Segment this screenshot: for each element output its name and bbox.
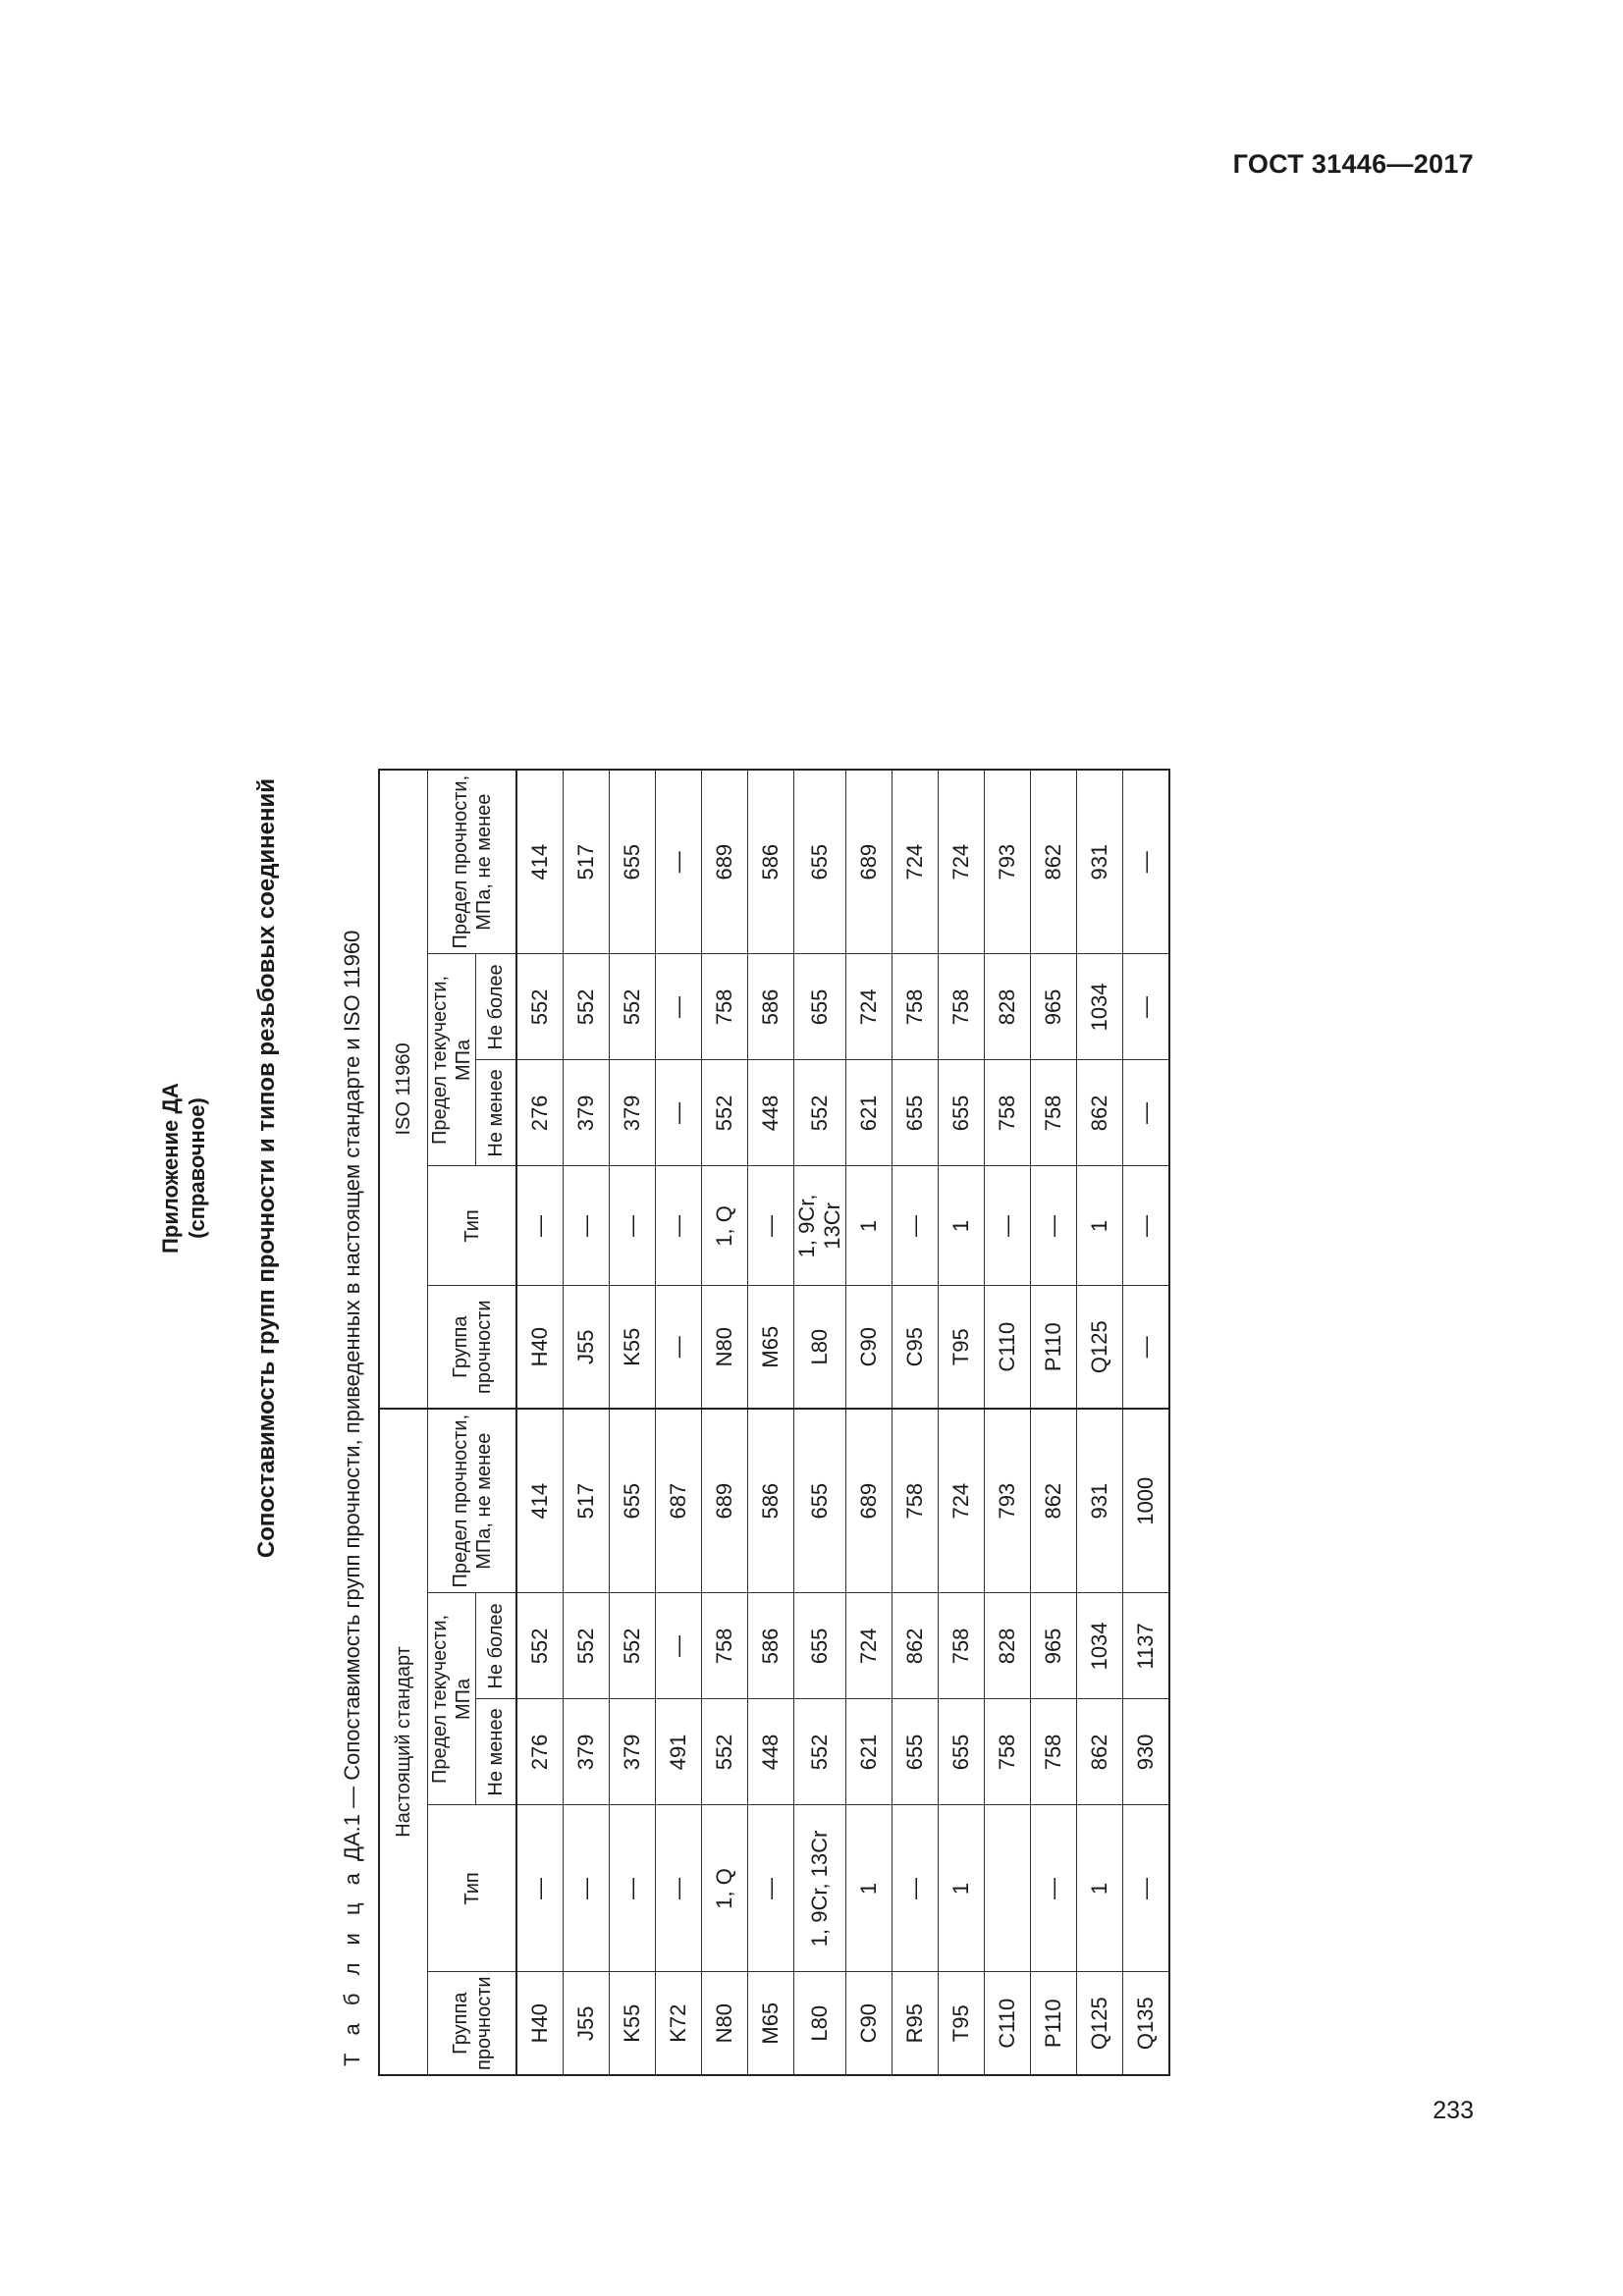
cell-group: H40 — [516, 1972, 564, 2075]
cell-iso-type: — — [516, 1166, 564, 1286]
cell-iso-type: — — [564, 1166, 610, 1286]
cell-group: M65 — [748, 1972, 794, 2075]
cell-iso-yield-min: 758 — [1031, 1060, 1077, 1166]
cell-tensile: 1000 — [1123, 1409, 1170, 1593]
table-caption-prefix: Т а б л и ц а — [340, 1867, 364, 2066]
annex-heading — [157, 260, 210, 2076]
col-header-tensile: Предел прочности, МПа, не менее — [428, 1409, 517, 1593]
cell-type: — — [748, 1805, 794, 1972]
cell-iso-tensile: — — [1123, 770, 1170, 954]
cell-iso-group: Q125 — [1077, 1286, 1123, 1409]
cell-tensile: 793 — [985, 1409, 1031, 1593]
cell-yield-min: 930 — [1123, 1699, 1170, 1805]
cell-iso-tensile: 689 — [846, 770, 893, 954]
cell-iso-tensile: 724 — [893, 770, 939, 954]
cell-iso-group: H40 — [516, 1286, 564, 1409]
col-header-group: Группа прочности — [428, 1972, 517, 2075]
cell-iso-type: — — [985, 1166, 1031, 1286]
table-row — [1123, 770, 1170, 2075]
cell-yield-min: 655 — [893, 1699, 939, 1805]
cell-type: — — [656, 1805, 702, 1972]
cell-yield-min: 758 — [1031, 1699, 1077, 1805]
cell-iso-group: M65 — [748, 1286, 794, 1409]
cell-iso-yield-max: 965 — [1031, 954, 1077, 1060]
table-row — [846, 770, 893, 2075]
cell-type: 1, 9Cr, 13Cr — [794, 1805, 846, 1972]
page-title: Сопоставимость групп прочности и типов резьбовых соединений — [253, 777, 280, 1559]
cell-iso-tensile: — — [656, 770, 702, 954]
cell-iso-yield-max: 1034 — [1077, 954, 1123, 1060]
cell-tensile: 414 — [516, 1409, 564, 1593]
table-row — [1077, 770, 1123, 2075]
table-row — [656, 770, 702, 2075]
cell-group: L80 — [794, 1972, 846, 2075]
cell-yield-max: 758 — [939, 1593, 985, 1699]
cell-iso-type: — — [748, 1166, 794, 1286]
col-header-type: Тип — [428, 1805, 517, 1972]
cell-iso-yield-max: 758 — [702, 954, 748, 1060]
table-row — [748, 770, 794, 2075]
cell-iso-yield-max: 828 — [985, 954, 1031, 1060]
document-code: ГОСТ 31446—2017 — [1232, 149, 1474, 179]
cell-iso-yield-max: 724 — [846, 954, 893, 1060]
cell-yield-max: 758 — [702, 1593, 748, 1699]
cell-iso-tensile: 655 — [610, 770, 656, 954]
cell-iso-yield-min: — — [656, 1060, 702, 1166]
table-row — [610, 770, 656, 2075]
cell-iso-yield-max: 552 — [564, 954, 610, 1060]
cell-group: C110 — [985, 1972, 1031, 2075]
cell-yield-min: 379 — [564, 1699, 610, 1805]
cell-iso-tensile: 793 — [985, 770, 1031, 954]
cell-yield-min: 379 — [610, 1699, 656, 1805]
annex-subtitle: (справочное) — [185, 1097, 209, 1239]
cell-iso-yield-max: — — [656, 954, 702, 1060]
cell-iso-type: 1, 9Cr, 13Cr — [794, 1166, 846, 1286]
cell-iso-type: 1 — [939, 1166, 985, 1286]
cell-iso-type: 1 — [1077, 1166, 1123, 1286]
cell-iso-type: — — [656, 1166, 702, 1286]
cell-iso-tensile: 517 — [564, 770, 610, 954]
col-header-type: Тип — [428, 1166, 517, 1286]
cell-yield-min: 552 — [794, 1699, 846, 1805]
cell-tensile: 655 — [794, 1409, 846, 1593]
col-header-yield: Предел текучести, МПа — [428, 1593, 476, 1805]
cell-iso-type: — — [1123, 1166, 1170, 1286]
cell-group: Q135 — [1123, 1972, 1170, 2075]
cell-yield-max: 552 — [610, 1593, 656, 1699]
cell-yield-max: 655 — [794, 1593, 846, 1699]
col-header-min: Не менее — [476, 1060, 517, 1166]
cell-group: P110 — [1031, 1972, 1077, 2075]
cell-iso-yield-max: — — [1123, 954, 1170, 1060]
cell-type — [985, 1805, 1031, 1972]
cell-iso-tensile: 414 — [516, 770, 564, 954]
cell-yield-max: 1137 — [1123, 1593, 1170, 1699]
group-header-iso: ISO 11960 — [379, 770, 428, 1409]
col-header-max: Не более — [476, 954, 517, 1060]
cell-yield-min: 552 — [702, 1699, 748, 1805]
cell-iso-yield-min: 655 — [893, 1060, 939, 1166]
table-row — [564, 770, 610, 2075]
cell-iso-yield-max: 655 — [794, 954, 846, 1060]
cell-iso-yield-min: 552 — [794, 1060, 846, 1166]
cell-type: — — [516, 1805, 564, 1972]
cell-yield-max: 586 — [748, 1593, 794, 1699]
table-body — [516, 770, 1169, 2075]
cell-yield-min: 276 — [516, 1699, 564, 1805]
cell-iso-tensile: 689 — [702, 770, 748, 954]
cell-type: 1 — [846, 1805, 893, 1972]
cell-yield-min: 491 — [656, 1699, 702, 1805]
cell-yield-max: 724 — [846, 1593, 893, 1699]
rotated-content — [157, 260, 1286, 2076]
cell-group: K55 — [610, 1972, 656, 2075]
table-row — [985, 770, 1031, 2075]
cell-yield-max: 1034 — [1077, 1593, 1123, 1699]
cell-type: 1 — [939, 1805, 985, 1972]
cell-group: T95 — [939, 1972, 985, 2075]
cell-iso-group: C95 — [893, 1286, 939, 1409]
cell-iso-type: 1 — [846, 1166, 893, 1286]
cell-iso-yield-max: 552 — [610, 954, 656, 1060]
cell-type: — — [1123, 1805, 1170, 1972]
cell-group: C90 — [846, 1972, 893, 2075]
cell-iso-yield-min: 758 — [985, 1060, 1031, 1166]
cell-tensile: 517 — [564, 1409, 610, 1593]
cell-iso-yield-min: — — [1123, 1060, 1170, 1166]
cell-iso-yield-min: 655 — [939, 1060, 985, 1166]
cell-tensile: 586 — [748, 1409, 794, 1593]
table-row — [939, 770, 985, 2075]
cell-iso-group: L80 — [794, 1286, 846, 1409]
table-row — [794, 770, 846, 2075]
cell-yield-min: 448 — [748, 1699, 794, 1805]
table-row — [1031, 770, 1077, 2075]
cell-iso-yield-max: 586 — [748, 954, 794, 1060]
cell-tensile: 931 — [1077, 1409, 1123, 1593]
cell-iso-group: C110 — [985, 1286, 1031, 1409]
table-row — [702, 770, 748, 2075]
cell-type: 1, Q — [702, 1805, 748, 1972]
page-number: 233 — [1433, 2097, 1474, 2124]
cell-group: K72 — [656, 1972, 702, 2075]
cell-tensile: 655 — [610, 1409, 656, 1593]
cell-tensile: 724 — [939, 1409, 985, 1593]
cell-iso-type: 1, Q — [702, 1166, 748, 1286]
cell-iso-group: K55 — [610, 1286, 656, 1409]
cell-iso-yield-min: 862 — [1077, 1060, 1123, 1166]
cell-type: — — [564, 1805, 610, 1972]
cell-iso-group: N80 — [702, 1286, 748, 1409]
table-row — [893, 770, 939, 2075]
cell-iso-group: T95 — [939, 1286, 985, 1409]
cell-iso-yield-min: 379 — [564, 1060, 610, 1166]
cell-type: — — [893, 1805, 939, 1972]
table-row — [516, 770, 564, 2075]
cell-iso-yield-min: 621 — [846, 1060, 893, 1166]
cell-iso-group: P110 — [1031, 1286, 1077, 1409]
cell-tensile: 862 — [1031, 1409, 1077, 1593]
comparison-table — [378, 769, 1170, 2076]
cell-tensile: 689 — [702, 1409, 748, 1593]
cell-iso-yield-min: 552 — [702, 1060, 748, 1166]
cell-iso-group: — — [656, 1286, 702, 1409]
cell-iso-yield-max: 758 — [939, 954, 985, 1060]
cell-iso-yield-max: 758 — [893, 954, 939, 1060]
cell-iso-yield-min: 276 — [516, 1060, 564, 1166]
cell-iso-group: — — [1123, 1286, 1170, 1409]
cell-iso-tensile: 586 — [748, 770, 794, 954]
cell-type: 1 — [1077, 1805, 1123, 1972]
group-header-this-standard: Настоящий стандарт — [379, 1409, 428, 2075]
cell-yield-max: 828 — [985, 1593, 1031, 1699]
cell-iso-tensile: 931 — [1077, 770, 1123, 954]
cell-iso-group: J55 — [564, 1286, 610, 1409]
cell-type: — — [610, 1805, 656, 1972]
cell-iso-type: — — [610, 1166, 656, 1286]
cell-type: — — [1031, 1805, 1077, 1972]
cell-iso-yield-min: 448 — [748, 1060, 794, 1166]
cell-yield-min: 758 — [985, 1699, 1031, 1805]
cell-iso-type: — — [893, 1166, 939, 1286]
annex-title: Приложение ДА — [158, 1083, 183, 1254]
col-header-tensile: Предел прочности, МПа, не менее — [428, 770, 517, 954]
cell-yield-min: 621 — [846, 1699, 893, 1805]
cell-yield-max: 552 — [516, 1593, 564, 1699]
cell-iso-yield-max: 552 — [516, 954, 564, 1060]
cell-yield-max: 862 — [893, 1593, 939, 1699]
cell-yield-max: 552 — [564, 1593, 610, 1699]
cell-tensile: 758 — [893, 1409, 939, 1593]
cell-yield-min: 655 — [939, 1699, 985, 1805]
cell-iso-yield-min: 379 — [610, 1060, 656, 1166]
cell-group: N80 — [702, 1972, 748, 2075]
col-header-group: Группа прочности — [428, 1286, 517, 1409]
cell-iso-tensile: 724 — [939, 770, 985, 954]
cell-iso-tensile: 862 — [1031, 770, 1077, 954]
cell-tensile: 689 — [846, 1409, 893, 1593]
cell-group: Q125 — [1077, 1972, 1123, 2075]
cell-yield-min: 862 — [1077, 1699, 1123, 1805]
cell-yield-max: 965 — [1031, 1593, 1077, 1699]
cell-iso-group: C90 — [846, 1286, 893, 1409]
cell-group: J55 — [564, 1972, 610, 2075]
cell-group: R95 — [893, 1972, 939, 2075]
table-caption-text: ДА.1 — Сопоставимость групп прочности, приведенных в настоящем стандарте и ISO 11960 — [340, 930, 364, 1861]
cell-iso-type: — — [1031, 1166, 1077, 1286]
cell-iso-tensile: 655 — [794, 770, 846, 954]
col-header-yield: Предел текучести, МПа — [428, 954, 476, 1166]
col-header-min: Не менее — [476, 1699, 517, 1805]
cell-tensile: 687 — [656, 1409, 702, 1593]
table-caption — [340, 931, 365, 2066]
cell-yield-max: — — [656, 1593, 702, 1699]
col-header-max: Не более — [476, 1593, 517, 1699]
